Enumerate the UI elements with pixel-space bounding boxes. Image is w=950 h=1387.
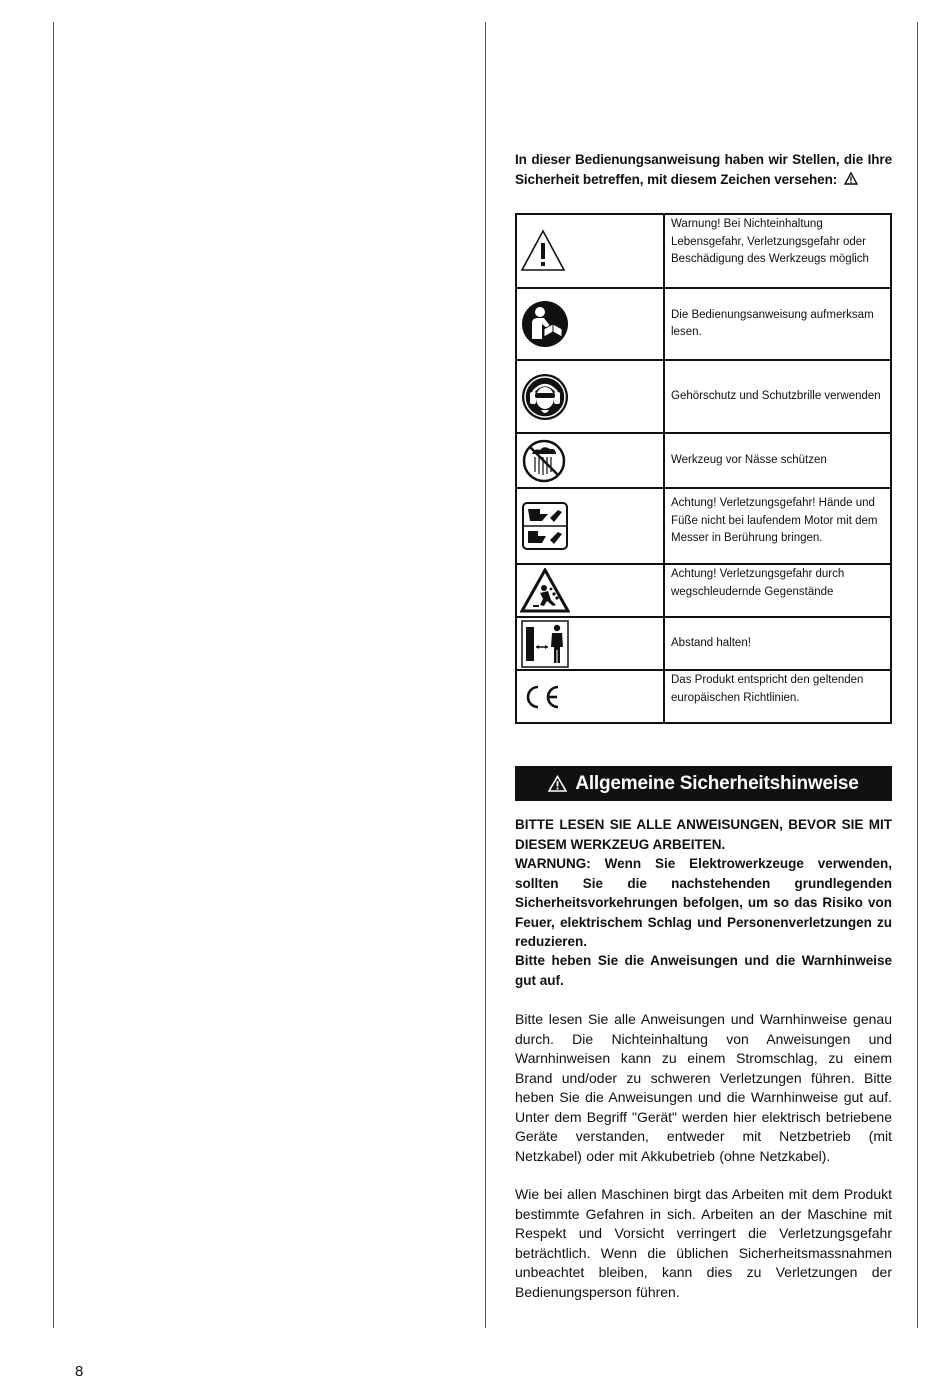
symbol-description: Gehörschutz und Schutzbrille verwenden — [664, 360, 891, 433]
table-row — [516, 360, 891, 433]
no-rain-icon — [520, 438, 568, 484]
warning-notice: WARNUNG: Wenn Sie Elektrowerkzeuge verwenden, sollten Sie die nachstehenden grundlegenden Sicherheitsvorkehrungen befolgen, um so das Risiko von Feuer, elektrischem Schlag und Personenverletzungen zu reduzieren. — [515, 856, 892, 949]
read-all-notice: BITTE LESEN SIE ALLE ANWEISUNGEN, BEVOR SIE MIT DIESEM WERKZEUG ARBEITEN. — [515, 817, 892, 852]
column-divider-right — [917, 22, 918, 1328]
symbol-description: Warnung! Bei Nichteinhaltung Lebensgefahr, Verletzungsgefahr oder Beschädigung des Werkzeugs möglich — [664, 214, 891, 288]
table-row — [516, 288, 891, 360]
symbol-description: Die Bedienungsanweisung aufmerksam lesen. — [664, 288, 891, 360]
table-row — [516, 617, 891, 670]
table-row — [516, 433, 891, 488]
ear-eye-protection-icon — [520, 372, 570, 422]
table-row — [516, 214, 891, 288]
column-divider-left — [53, 22, 54, 1328]
hand-foot-blade-icon — [520, 500, 570, 552]
section-heading — [515, 766, 892, 801]
ce-mark-icon — [520, 682, 564, 712]
table-row — [516, 670, 891, 723]
keep-distance-icon — [520, 619, 570, 669]
warning-triangle-icon — [520, 229, 566, 273]
symbol-legend-table — [515, 213, 892, 724]
body-paragraph-1: Bitte lesen Sie alle Anweisungen und Warnhinweise genau durch. Die Nichteinhaltung von Anweisungen und Warnhinweisen kann zu einem Stromschlag, zu einem Brand und/oder zu schweren Verletzungen führen. Bitte heben Sie die Anweisungen und die Warnhinweise gut auf. Unter dem Begriff "Gerät" werden hier elektrisch betriebene Geräte verstanden, entweder mit Netzbetrieb (mit Netzkabel) oder mit Akkubetrieb (ohne Netzkabel). — [515, 1011, 892, 1164]
column-divider-middle — [485, 22, 486, 1328]
keep-instructions-notice: Bitte heben Sie die Anweisungen und die Warnhinweise gut auf. — [515, 953, 892, 988]
warning-block — [515, 815, 892, 952]
read-manual-icon — [520, 299, 570, 349]
symbol-description: Achtung! Verletzungsgefahr durch wegschleudernde Gegenstände — [664, 564, 891, 617]
warning-triangle-icon — [844, 172, 858, 185]
symbol-description: Das Produkt entspricht den geltenden europäischen Richtlinien. — [664, 670, 891, 723]
warning-triangle-icon — [548, 775, 567, 792]
symbol-description: Werkzeug vor Nässe schützen — [664, 433, 891, 488]
intro-paragraph — [515, 150, 892, 190]
page-number: 8 — [75, 1363, 84, 1380]
flying-objects-icon — [520, 568, 570, 614]
table-row — [516, 564, 891, 617]
symbol-description: Achtung! Verletzungsgefahr! Hände und Füße nicht bei laufendem Motor mit dem Messer in Berührung bringen. — [664, 488, 891, 564]
table-row — [516, 488, 891, 564]
section-title: Allgemeine Sicherheitshinweise — [575, 772, 859, 794]
body-paragraph-2: Wie bei allen Maschinen birgt das Arbeiten mit dem Produkt bestimmte Gefahren in sich. Arbeiten an der Maschine mit Respekt und Vorsicht verringert die Verletzungsgefahr beträchtlich. Wenn die üblichen Sicherheitsmassnahmen unbeachtet bleiben, kann dies zu Verletzungen der Bedienungsperson führen. — [515, 1186, 892, 1300]
symbol-description: Abstand halten! — [664, 617, 891, 670]
intro-text: In dieser Bedienungsanweisung haben wir Stellen, die Ihre Sicherheit betreffen, mit diesem Zeichen versehen: — [515, 152, 892, 187]
